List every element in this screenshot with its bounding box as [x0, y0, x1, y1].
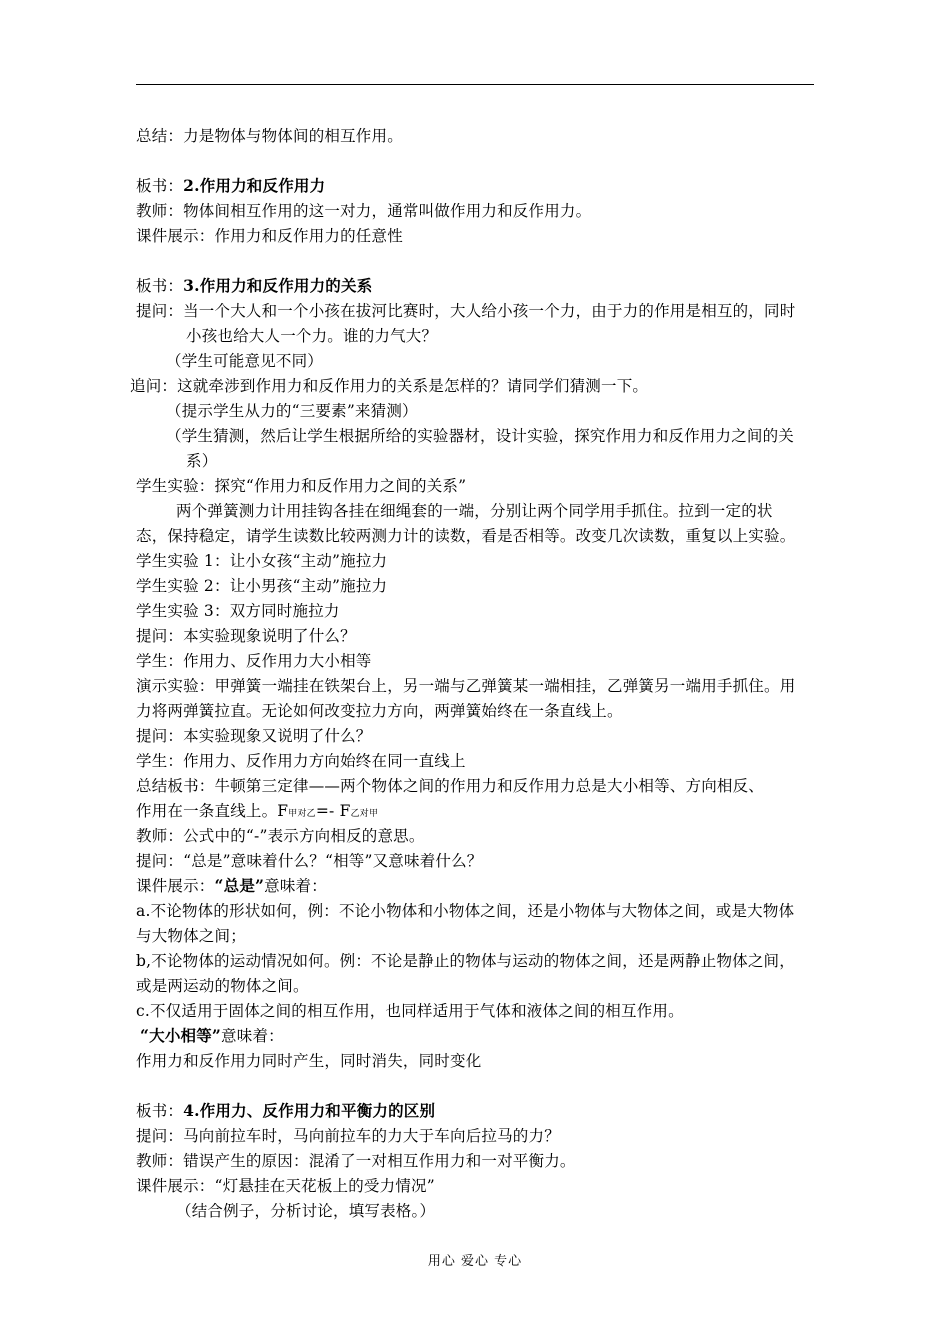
question-line-4: 提问：“总是”意味着什么？“相等”又意味着什么？ [136, 852, 483, 870]
question-line-3: 提问：本实验现象又说明了什么？ [136, 727, 372, 745]
teacher-error-line: 教师：错误产生的原因：混淆了一对相互作用力和一对平衡力。 [136, 1152, 576, 1170]
demo-experiment: 演示实验：甲弹簧一端挂在铁架台上，另一端与乙弹簧某一端相挂，乙弹簧另一端用手抓住。用 [136, 677, 796, 695]
courseware-lamp: 课件展示：“灯悬挂在天花板上的受力情况” [136, 1177, 435, 1195]
guess-line: （学生猜测，然后让学生根据所给的实验器材，设计实验，探究作用力和反作用力之间的关 [166, 427, 795, 445]
point-b-cont: 或是两运动的物体之间。 [136, 977, 309, 995]
note-line: （学生可能意见不同） [166, 352, 324, 370]
courseware-always: 课件展示：“总是”意味着： [136, 876, 327, 895]
page-footer: 用心 爱心 专心 [427, 1254, 523, 1269]
board-heading-3: 板书：3.作用力和反作用力的关系 [136, 276, 373, 295]
followup-line: 追问：这就牵涉到作用力和反作用力的关系是怎样的？请同学们猜测一下。 [130, 377, 649, 395]
discussion-note: （结合例子，分析讨论，填写表格。） [176, 1202, 436, 1220]
experiment-1: 学生实验 1：让小女孩“主动”施拉力 [136, 552, 388, 570]
courseware-line: 课件展示：作用力和反作用力的任意性 [136, 227, 403, 245]
teacher-line: 教师：物体间相互作用的这一对力，通常叫做作用力和反作用力。 [136, 202, 592, 220]
board-heading-2: 板书：2.作用力和反作用力 [136, 176, 326, 195]
experiment-title: 学生实验：探究“作用力和反作用力之间的关系” [136, 477, 467, 495]
point-a-cont: 与大物体之间； [136, 927, 246, 945]
point-c: c.不仅适用于固体之间的相互作用，也同样适用于气体和液体之间的相互作用。 [136, 1002, 684, 1020]
header-rule [136, 84, 814, 85]
equal-meaning: “大小相等”意味着： [140, 1026, 284, 1045]
experiment-2: 学生实验 2：让小男孩“主动”施拉力 [136, 577, 388, 595]
board-heading-4: 板书：4.作用力、反作用力和平衡力的区别 [136, 1101, 436, 1120]
summary-line: 总结：力是物体与物体间的相互作用。 [136, 127, 403, 145]
question-line-cont: 小孩也给大人一个力。谁的力气大？ [186, 327, 438, 345]
experiment-desc-cont: 态，保持稳定，请学生读数比较两测力计的读数，看是否相等。改变几次读数，重复以上实验。 [136, 527, 796, 545]
hint-line: （提示学生从力的“三要素”来猜测） [166, 402, 418, 420]
teacher-formula-note: 教师：公式中的“-”表示方向相反的意思。 [136, 827, 425, 845]
point-b: b,不论物体的运动情况如何。例：不论是静止的物体与运动的物体之间，还是两静止物体之间， [136, 952, 795, 970]
student-answer-2: 学生：作用力、反作用力方向始终在同一直线上 [136, 752, 466, 770]
demo-experiment-cont: 力将两弹簧拉直。无论如何改变拉力方向，两弹簧始终在一条直线上。 [136, 702, 623, 720]
newton-formula: 作用在一条直线上。F甲对乙=- F乙对甲 [136, 802, 379, 820]
question-line-5: 提问：马向前拉车时，马向前拉车的力大于车向后拉马的力？ [136, 1127, 560, 1145]
point-a: a.不论物体的形状如何，例：不论小物体和小物体之间，还是小物体与大物体之间，或是大物体 [136, 902, 795, 920]
newton-third-law: 总结板书：牛顿第三定律——两个物体之间的作用力和反作用力总是大小相等、方向相反、 [136, 777, 765, 795]
question-line: 提问：当一个大人和一个小孩在拔河比赛时，大人给小孩一个力，由于力的作用是相互的，同时 [136, 302, 796, 320]
student-answer-1: 学生：作用力、反作用力大小相等 [136, 652, 372, 670]
guess-line-cont: 系） [186, 452, 218, 470]
experiment-3: 学生实验 3：双方同时施拉力 [136, 602, 340, 620]
equal-meaning-detail: 作用力和反作用力同时产生，同时消失，同时变化 [136, 1052, 482, 1070]
experiment-desc: 两个弹簧测力计用挂钩各挂在细绳套的一端，分别让两个同学用手抓住。拉到一定的状 [176, 502, 773, 520]
question-line-2: 提问：本实验现象说明了什么？ [136, 627, 356, 645]
